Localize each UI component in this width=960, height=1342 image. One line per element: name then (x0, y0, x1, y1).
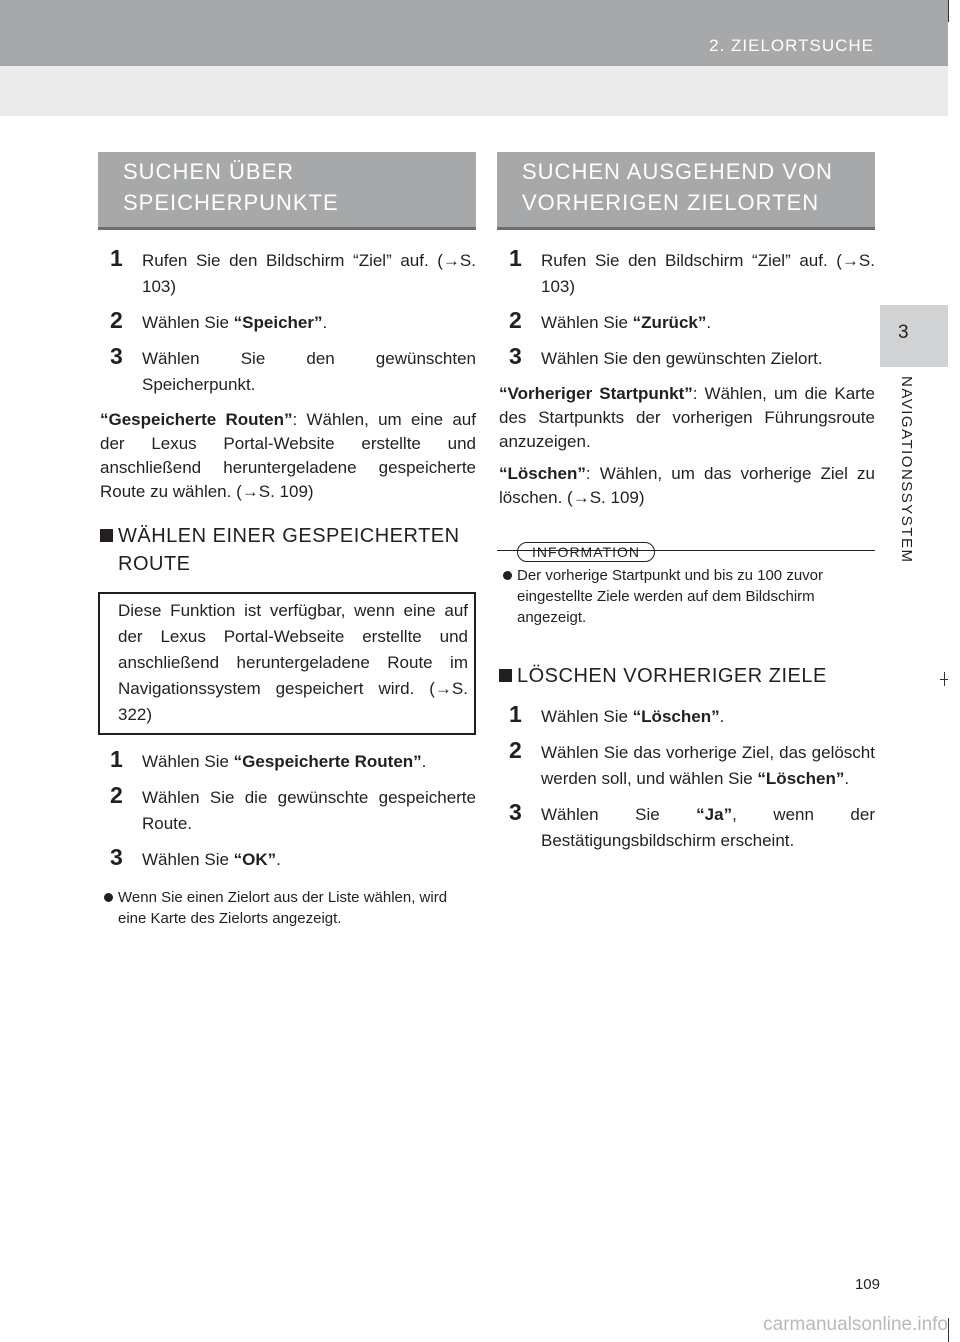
step-number: 2 (110, 307, 123, 333)
chapter-number: 3 (898, 322, 909, 343)
step-text: Wählen Sie (142, 752, 234, 771)
right-column (497, 152, 875, 864)
step-option: “Ja” (696, 805, 733, 824)
step-text: . (421, 752, 427, 771)
step-number: 2 (110, 782, 123, 808)
step-text: Wählen Sie den gewünschten Speicherpunkt. (142, 349, 476, 394)
step-number: 2 (509, 307, 522, 333)
note (499, 565, 875, 628)
step-text: Wählen Sie den gewünschten Zielort. (541, 349, 823, 368)
step (497, 799, 875, 854)
step (98, 307, 476, 336)
step (98, 782, 476, 837)
step-number: 3 (110, 844, 123, 870)
step-option: “Gespeicherte Routen” (233, 752, 422, 771)
page-number: 109 (854, 1276, 880, 1293)
option-label: “Gespeicherte Routen” (100, 410, 293, 429)
subsection-title: LÖSCHEN VORHERIGER ZIELE (517, 665, 827, 687)
step-text: . (844, 769, 850, 788)
step-number: 1 (110, 746, 123, 772)
step (497, 701, 875, 730)
step-text: . (706, 313, 712, 332)
section-heading: SUCHEN ÜBER SPEICHERPUNKTE (98, 152, 476, 230)
subsection-heading (100, 522, 476, 578)
step (98, 844, 476, 873)
subsection-title: WÄHLEN EINER GESPEICHERTEN ROUTE (118, 525, 460, 575)
step-number: 3 (509, 343, 522, 369)
step (497, 343, 875, 372)
crop-mark (948, 1318, 949, 1342)
step-text: Wählen Sie (142, 850, 234, 869)
step (497, 737, 875, 792)
step-option: “Speicher” (233, 313, 323, 332)
step-option: “Zurück” (632, 313, 707, 332)
crop-mark (948, 0, 949, 22)
subsection-heading (499, 662, 875, 690)
header-band (0, 66, 948, 116)
option-text: : Wählen, um das vorherige Ziel zu löschen. (→S. 109) (499, 464, 875, 507)
step-text: Rufen Sie den Bildschirm “Ziel” auf. (→S. 103) (541, 251, 875, 296)
option-text: : Wählen, um die Karte des Startpunkts der vorherigen Führungsroute anzuzeigen. (499, 384, 875, 451)
bullet-dot-icon (104, 893, 113, 902)
chapter-title: 2. ZIELORTSUCHE (709, 36, 874, 55)
step-text: . (276, 850, 281, 869)
information-label: INFORMATION (517, 542, 655, 562)
option-description (499, 382, 875, 454)
section-heading: SUCHEN AUSGEHEND VON VORHERIGEN ZIELORTEN (497, 152, 875, 230)
bullet-dot-icon (503, 571, 512, 580)
chapter-tab (880, 305, 948, 367)
step-text: Wählen Sie (541, 707, 633, 726)
step (98, 343, 476, 398)
step-number: 1 (509, 701, 522, 727)
step-number: 2 (509, 737, 522, 763)
step (98, 245, 476, 300)
step-text: . (719, 707, 725, 726)
step-number: 1 (509, 245, 522, 271)
option-label: “Vorheriger Startpunkt” (499, 384, 693, 403)
step-text: Wählen Sie die gewünschte gespeicherte Route. (142, 788, 476, 833)
step-text: , wenn der Bestätigungsbildschirm erscheint. (541, 805, 875, 850)
step-text: . (322, 313, 328, 332)
step-number: 3 (110, 343, 123, 369)
square-bullet-icon (499, 669, 512, 682)
step-text: Rufen Sie den Bildschirm “Ziel” auf. (→S. 103) (142, 251, 476, 296)
option-description (499, 462, 875, 510)
square-bullet-icon (100, 529, 113, 542)
header-bar (0, 0, 948, 66)
step-text: Wählen Sie (142, 313, 234, 332)
step-text: Wählen Sie das vorherige Ziel, das gelöscht werden soll, und wählen Sie (541, 743, 875, 788)
crop-mark (940, 679, 948, 680)
left-column (98, 152, 476, 929)
watermark: carmanualsonline.info (763, 1314, 948, 1335)
step-number: 1 (110, 245, 123, 271)
step-text: Wählen Sie (541, 805, 697, 824)
step-option: “Löschen” (632, 707, 720, 726)
chapter-side-label: NAVIGATIONSSYSTEM (898, 376, 915, 564)
step (497, 245, 875, 300)
note (100, 887, 476, 929)
notice-box: Diese Funktion ist verfügbar, wenn eine auf der Lexus Portal-Webseite erstellte und anschließend heruntergeladene Route im Navigationssystem gespeichert wird. (→S. 322) (98, 592, 476, 735)
option-description (100, 408, 476, 504)
step (497, 307, 875, 336)
option-label: “Löschen” (499, 464, 586, 483)
note-text: Wenn Sie einen Zielort aus der Liste wählen, wird eine Karte des Zielorts angezeigt. (118, 889, 448, 927)
step-text: Wählen Sie (541, 313, 633, 332)
step-option: “OK” (233, 850, 277, 869)
step-option: “Löschen” (757, 769, 845, 788)
step (98, 746, 476, 775)
option-text: : Wählen, um eine auf der Lexus Portal-Website erstellte und anschließend heruntergeladene gespeicherte Route zu wählen. (→S. 109) (100, 410, 476, 501)
note-text: Der vorherige Startpunkt und bis zu 100 zuvor eingestellte Ziele werden auf dem Bildschirm angezeigt. (517, 567, 823, 626)
step-number: 3 (509, 799, 522, 825)
